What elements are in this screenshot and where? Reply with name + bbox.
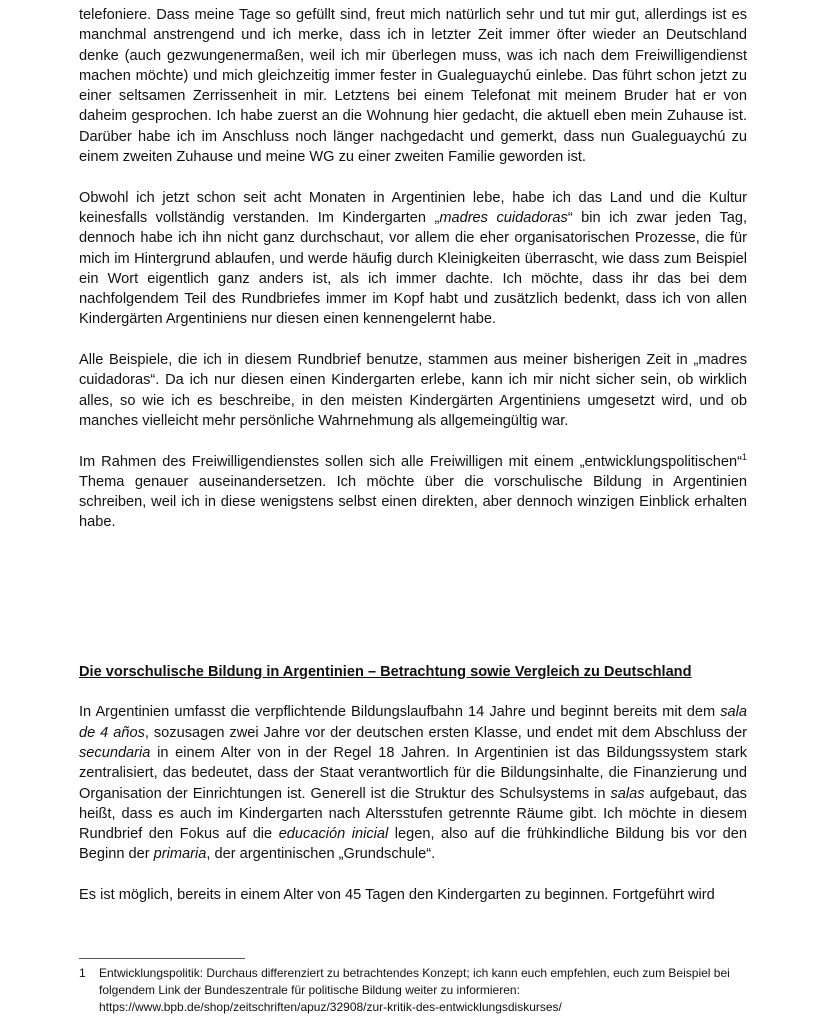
paragraph-2 <box>79 188 747 330</box>
paragraph-5-text-b: , sozusagen zwei Jahre vor der deutschen ersten Klasse, und endet mit dem Abschluss der <box>144 724 747 741</box>
paragraph-5-emphasis-1: sala de 4 años <box>79 704 747 741</box>
footnote-text: Entwicklungspolitik: Durchaus differenziert zu betrachtendes Konzept; ich kann euch empfehlen, euch zum Beispiel bei folgendem Link der Bundeszentrale für politische Bildung weiter zu informieren: <box>99 966 730 997</box>
paragraph-1: telefoniere. Dass meine Tage so gefüllt sind, freut mich natürlich sehr und tut mir gut, allerdings ist es manchmal anstrengend und ich merke, dass ich in letzter Zeit immer öfter wieder an Deutschland denke (auch gezwungenermaßen, weil ich mir überlegen muss, was ich nach dem Freiwilligendienst machen möchte) und mich gleichzeitig immer fester in Gualeguaychú einlebe. Das führt schon jetzt zu einer seltsamen Zerrissenheit in mir. Letztens bei einem Telefonat mit meinem Bruder hat er von daheim gesprochen. Ich habe zuerst an die Wohnung hier gedacht, die aktuell eben mein Zuhause ist. Darüber habe ich im Anschluss noch länger nachgedacht und gemerkt, dass nun Gualeguaychú zu einem zweiten Zuhause und meine WG zu einer zweiten Familie geworden ist. <box>79 7 747 166</box>
paragraph-5-text-a: In Argentinien umfasst die verpflichtende Bildungslaufbahn 14 Jahre und beginnt bereits mit dem <box>79 704 721 721</box>
paragraph-2-emphasis: madres cuidadoras <box>439 209 568 226</box>
paragraph-5-text-c: in einem Alter von in der Regel 18 Jahren. In Argentinien ist das Bildungssystem stark zentralisiert, das bedeutet, dass der Staat verantwortlich für die Bildungsinhalte, die Finanzierung und Organisation der Einrichtungen ist. Generell ist die Struktur des Schulsystems in <box>79 744 747 802</box>
paragraph-4-text-b: Thema genauer auseinandersetzen. Ich möchte über die vorschulische Bildung in Argentinien schreiben, weil ich in diese wenigstens selbst einen direkten, aber dennoch winzigen Einblick erhalten habe. <box>79 473 747 531</box>
paragraph-5-text-f: , der argentinischen „Grundschule“. <box>206 846 436 863</box>
paragraph-5 <box>79 702 747 864</box>
footnote-reference[interactable]: 1 <box>741 451 747 462</box>
footnote-separator <box>79 958 245 959</box>
footnote <box>79 965 747 1016</box>
paragraph-5-text-e: legen, also auf die frühkindliche Bildung bis vor den Beginn der <box>79 826 748 863</box>
paragraph-4 <box>79 452 747 533</box>
footnote-link[interactable]: https://www.bpb.de/shop/zeitschriften/apuz/32908/zur-kritik-des-entwicklungsdiskurses/ <box>99 1000 562 1014</box>
paragraph-5-emphasis-5: primaria <box>153 846 207 863</box>
paragraph-5-emphasis-3: salas <box>610 785 645 802</box>
section-heading: Die vorschulische Bildung in Argentinien – Betrachtung sowie Vergleich zu Deutschland <box>79 663 692 680</box>
paragraph-5-emphasis-2: secundaria <box>79 744 151 761</box>
footnote-body <box>99 965 747 1016</box>
paragraph-4-text-a: Im Rahmen des Freiwilligendienstes sollen sich alle Freiwilligen mit einem „entwicklungspolitischen“ <box>79 453 742 470</box>
paragraph-3: Alle Beispiele, die ich in diesem Rundbrief benutze, stammen aus meiner bisherigen Zeit in „madres cuidadoras“. Da ich nur diesen einen Kindergarten erlebe, kann ich mir nicht sicher sein, ob wirklich alles, so wie ich es beschreibe, in den meisten Kindergärten Argentiniens umgesetzt wird, und ob manches vielleicht mehr persönliche Wahrnehmung als allgemeingültig war. <box>79 352 747 429</box>
paragraph-2-text-b: “ bin ich zwar jeden Tag, dennoch habe ich ihn nicht ganz durchschaut, vor allem die eher organisatorischen Prozesse, die für mich im Hintergrund ablaufen, und werde häufig durch Kleinigkeiten überrascht, wie dass zum Beispiel ein Wort eigentlich ganz anders ist, als ich immer dachte. Ich möchte, dass ihr das bei dem nachfolgendem Teil des Rundbriefes immer im Kopf habt und zusätzlich bedenkt, dass ich von allen Kindergärten Argentiniens nur diesen einen kennengelernt habe. <box>79 209 747 328</box>
footnote-number: 1 <box>79 966 86 980</box>
paragraph-5-text-d: aufgebaut, das heißt, dass es auch im Kindergarten nach Altersstufen getrennte Räume gibt. Ich möchte in diesem Rundbrief den Fokus auf die <box>79 785 747 843</box>
document-page <box>79 5 747 905</box>
paragraph-5-emphasis-4: educación inicial <box>278 826 389 843</box>
paragraph-6: Es ist möglich, bereits in einem Alter von 45 Tagen den Kindergarten zu beginnen. Fortgeführt wird <box>79 886 715 903</box>
paragraph-2-text-a: Obwohl ich jetzt schon seit acht Monaten in Argentinien lebe, habe ich das Land und die Kultur keinesfalls vollständig verstanden. Im Kindergarten „ <box>79 189 747 226</box>
